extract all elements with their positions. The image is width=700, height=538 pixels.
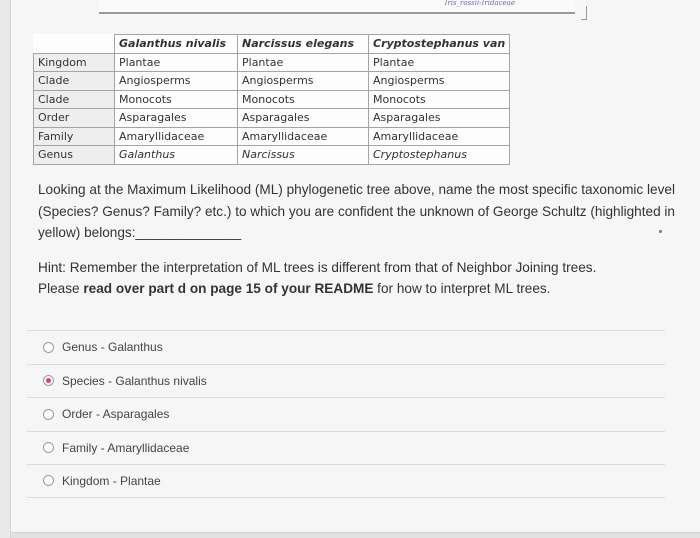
table-cell: Asparagales: [369, 109, 510, 128]
table-row: [34, 90, 510, 109]
table-row: [34, 146, 510, 165]
option-order[interactable]: [27, 397, 665, 431]
table-cell: Asparagales: [115, 109, 238, 128]
table-cell: Plantae: [369, 53, 510, 72]
row-label: Genus: [34, 146, 115, 165]
option-kingdom[interactable]: [27, 464, 665, 498]
table-cell: Angiosperms: [115, 72, 238, 91]
quiz-page: [10, 0, 700, 538]
readme-reference: read over part d on page 15 of your README: [83, 280, 374, 296]
option-genus[interactable]: [27, 330, 665, 364]
hint-line-1: Hint: Remember the interpretation of ML trees is different from that of Neighbor Joining trees.: [38, 260, 597, 275]
table-row: [34, 72, 510, 91]
table-cell: Amaryllidaceae: [238, 127, 369, 146]
table-row: [34, 53, 510, 72]
taxonomy-table: [33, 34, 510, 165]
radio-button[interactable]: [43, 442, 54, 453]
hint-line-2: [38, 279, 678, 300]
hint-pre: Please: [38, 280, 84, 296]
option-label: Species - Galanthus nivalis: [62, 373, 207, 388]
question-text: [38, 179, 678, 244]
table-cell: Galanthus: [115, 146, 238, 165]
question-prompt: Looking at the Maximum Likelihood (ML) phylogenetic tree above, name the most specific taxonomic level (Species? Genus? Family? etc.) to which you are confident the unknown of George Schultz (highlighted in yellow) belongs:: [38, 182, 675, 240]
column-header: Narcissus elegans: [238, 35, 369, 54]
table-cell: Narcissus: [238, 146, 369, 165]
table-cell: Amaryllidaceae: [369, 127, 510, 146]
hint-text: [38, 258, 678, 299]
option-label: Genus - Galanthus: [62, 340, 163, 355]
column-header: Galanthus nivalis: [115, 35, 238, 54]
row-label: Family: [34, 127, 115, 146]
table-row: [34, 109, 510, 128]
radio-button[interactable]: [43, 342, 54, 353]
tree-image-caption: Iris_rossii-Iridaceae: [444, 0, 515, 7]
phylogenetic-tree-image-edge: [99, 0, 575, 14]
hint-post: for how to interpret ML trees.: [373, 280, 551, 296]
table-cell: Asparagales: [238, 109, 369, 128]
answer-blank: ______________: [135, 225, 242, 240]
radio-button[interactable]: [43, 475, 54, 486]
table-cell: Monocots: [369, 90, 510, 109]
table-cell: Plantae: [115, 53, 238, 72]
option-family[interactable]: [27, 431, 665, 465]
table-cell: Angiosperms: [369, 72, 510, 91]
corner-bracket-icon: [581, 6, 587, 20]
option-label: Kingdom - Plantae: [62, 473, 161, 488]
option-label: Order - Asparagales: [62, 407, 170, 422]
table-header-row: [34, 35, 510, 54]
radio-button[interactable]: [43, 409, 54, 420]
table-cell: Monocots: [115, 90, 238, 109]
table-corner-cell: [34, 35, 115, 54]
option-species[interactable]: [27, 364, 665, 398]
table-cell: Amaryllidaceae: [115, 127, 238, 146]
row-label: Kingdom: [34, 53, 115, 72]
table-cell: Plantae: [238, 53, 369, 72]
table-row: [34, 127, 510, 146]
radio-button-selected[interactable]: [43, 375, 54, 386]
marker-dot-icon: [659, 230, 662, 233]
table-cell: Angiosperms: [238, 72, 369, 91]
answer-options: [27, 330, 665, 498]
table-cell: Monocots: [238, 90, 369, 109]
bottom-bar: [11, 532, 700, 538]
table-cell: Cryptostephanus: [369, 146, 510, 165]
row-label: Order: [34, 109, 115, 128]
row-label: Clade: [34, 90, 115, 109]
column-header: Cryptostephanus van: [369, 35, 510, 54]
row-label: Clade: [34, 72, 115, 91]
option-label: Family - Amaryllidaceae: [62, 440, 190, 455]
